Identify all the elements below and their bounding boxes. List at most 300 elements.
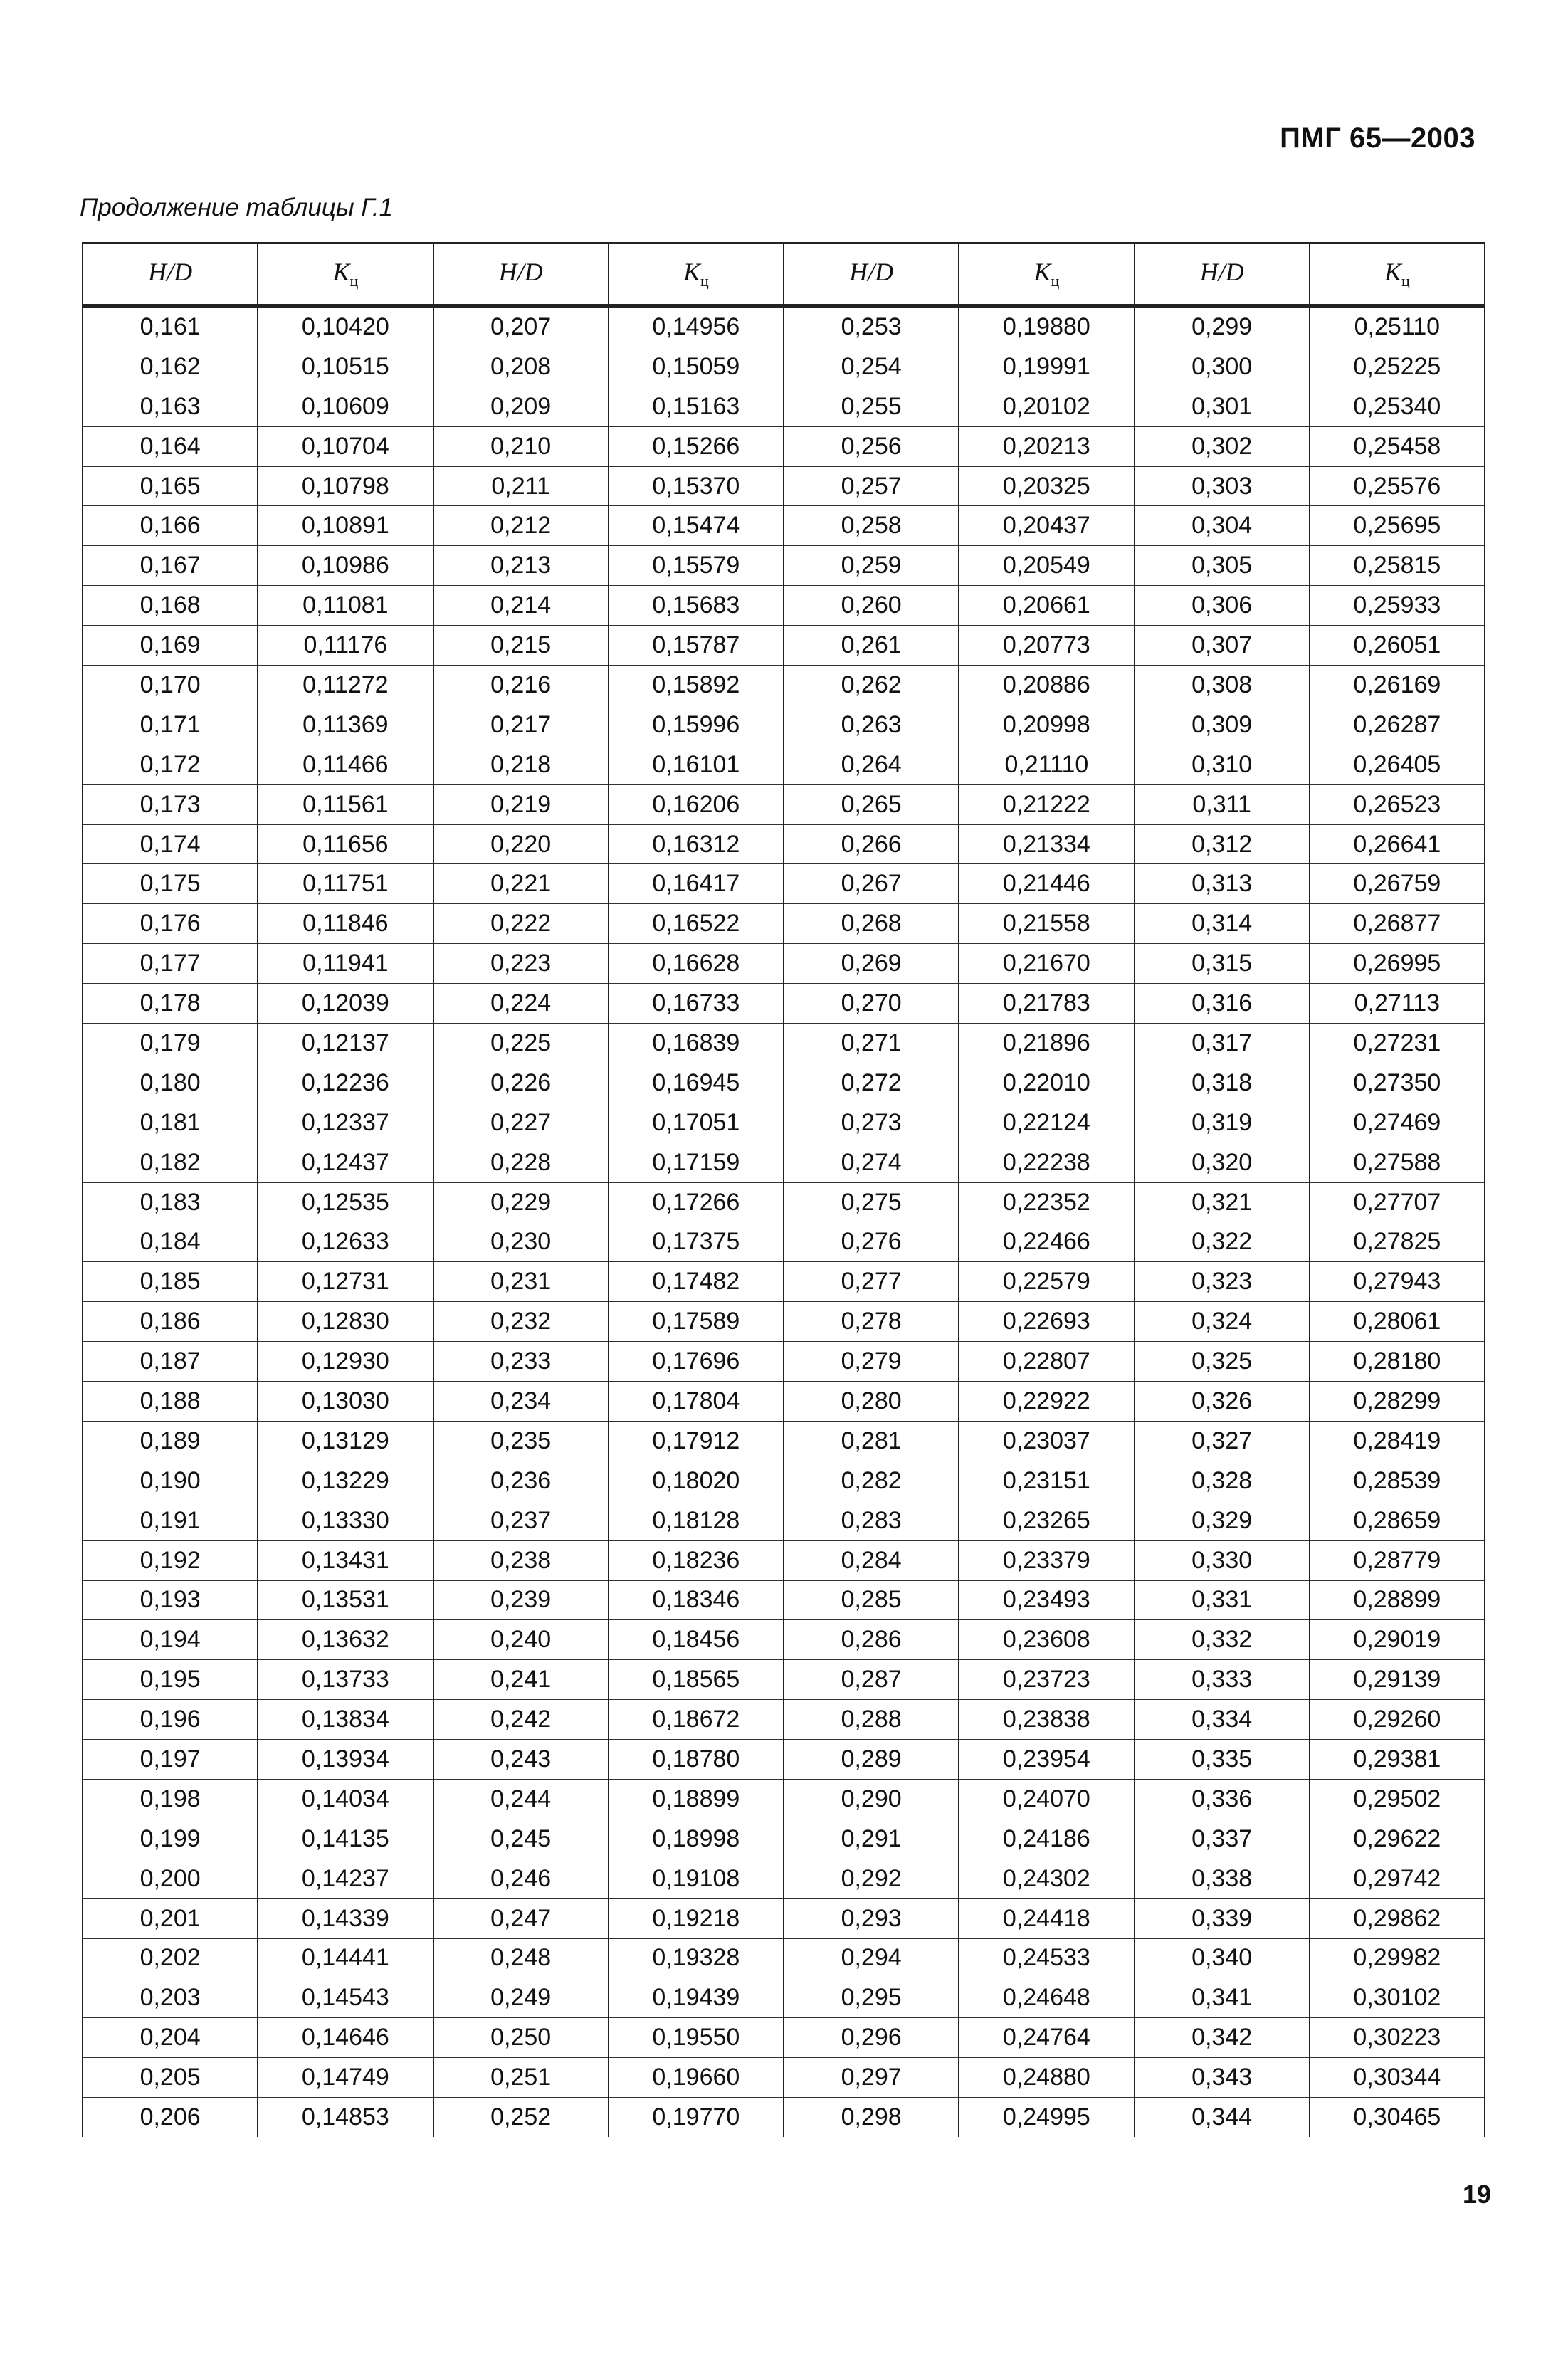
table-cell: 0,258: [784, 506, 959, 546]
table-cell: 0,328: [1135, 1461, 1310, 1501]
table-cell: 0,192: [83, 1540, 258, 1580]
table-cell: 0,22238: [959, 1143, 1134, 1182]
table-cell: 0,23151: [959, 1461, 1134, 1501]
table-cell: 0,24418: [959, 1898, 1134, 1938]
table-cell: 0,11081: [258, 586, 433, 626]
table-cell: 0,175: [83, 864, 258, 904]
table-cell: 0,10420: [258, 306, 433, 347]
table-cell: 0,17912: [609, 1421, 784, 1461]
table-cell: 0,24070: [959, 1779, 1134, 1819]
table-cell: 0,237: [433, 1501, 609, 1540]
table-cell: 0,21446: [959, 864, 1134, 904]
table-cell: 0,266: [784, 824, 959, 864]
table-cell: 0,20102: [959, 387, 1134, 426]
table-cell: 0,326: [1135, 1382, 1310, 1422]
table-cell: 0,12633: [258, 1222, 433, 1262]
table-cell: 0,23265: [959, 1501, 1134, 1540]
table-cell: 0,11751: [258, 864, 433, 904]
table-cell: 0,229: [433, 1182, 609, 1222]
table-cell: 0,235: [433, 1421, 609, 1461]
table-cell: 0,23608: [959, 1620, 1134, 1660]
table-cell: 0,178: [83, 984, 258, 1024]
table-cell: 0,276: [784, 1222, 959, 1262]
table-cell: 0,20213: [959, 426, 1134, 466]
table-cell: 0,23723: [959, 1660, 1134, 1700]
table-cell: 0,334: [1135, 1700, 1310, 1740]
table-cell: 0,319: [1135, 1103, 1310, 1143]
table-row: [83, 1103, 1485, 1143]
column-header: H/D: [433, 243, 609, 306]
table-cell: 0,204: [83, 2018, 258, 2058]
table-cell: 0,14853: [258, 2098, 433, 2137]
table-cell: 0,15787: [609, 626, 784, 666]
table-cell: 0,16733: [609, 984, 784, 1024]
table-cell: 0,201: [83, 1898, 258, 1938]
table-cell: 0,22010: [959, 1063, 1134, 1103]
table-cell: 0,17482: [609, 1262, 784, 1302]
table-cell: 0,28419: [1310, 1421, 1485, 1461]
table-cell: 0,269: [784, 944, 959, 984]
table-row: [83, 1143, 1485, 1182]
table-cell: 0,18780: [609, 1740, 784, 1780]
table-cell: 0,14237: [258, 1859, 433, 1898]
table-cell: 0,286: [784, 1620, 959, 1660]
table-row: [83, 1859, 1485, 1898]
table-cell: 0,19328: [609, 1938, 784, 1978]
table-cell: 0,241: [433, 1660, 609, 1700]
table-cell: 0,22807: [959, 1342, 1134, 1382]
table-cell: 0,18346: [609, 1580, 784, 1620]
table-row: [83, 1461, 1485, 1501]
table-cell: 0,15892: [609, 666, 784, 705]
table-row: [83, 1978, 1485, 2018]
table-row: [83, 944, 1485, 984]
table-row: [83, 306, 1485, 347]
table-cell: 0,251: [433, 2058, 609, 2098]
table-cell: 0,309: [1135, 705, 1310, 745]
table-cell: 0,23037: [959, 1421, 1134, 1461]
table-cell: 0,21783: [959, 984, 1134, 1024]
table-cell: 0,18998: [609, 1819, 784, 1859]
table-cell: 0,10609: [258, 387, 433, 426]
table-body: [83, 306, 1485, 2137]
table-cell: 0,29139: [1310, 1660, 1485, 1700]
table-cell: 0,12039: [258, 984, 433, 1024]
table-row: [83, 1700, 1485, 1740]
table-cell: 0,321: [1135, 1182, 1310, 1222]
table-cell: 0,12830: [258, 1302, 433, 1342]
table-cell: 0,242: [433, 1700, 609, 1740]
table-cell: 0,227: [433, 1103, 609, 1143]
table-cell: 0,293: [784, 1898, 959, 1938]
table-row: [83, 864, 1485, 904]
table-cell: 0,194: [83, 1620, 258, 1660]
table-cell: 0,26169: [1310, 666, 1485, 705]
table-cell: 0,186: [83, 1302, 258, 1342]
table-cell: 0,170: [83, 666, 258, 705]
table-cell: 0,22466: [959, 1222, 1134, 1262]
table-cell: 0,216: [433, 666, 609, 705]
table-cell: 0,339: [1135, 1898, 1310, 1938]
table-cell: 0,324: [1135, 1302, 1310, 1342]
table-row: [83, 1819, 1485, 1859]
table-cell: 0,25458: [1310, 426, 1485, 466]
table-cell: 0,13834: [258, 1700, 433, 1740]
table-cell: 0,16312: [609, 824, 784, 864]
table-cell: 0,231: [433, 1262, 609, 1302]
table-cell: 0,19550: [609, 2018, 784, 2058]
table-cell: 0,177: [83, 944, 258, 984]
table-cell: 0,15266: [609, 426, 784, 466]
table-cell: 0,23379: [959, 1540, 1134, 1580]
table-cell: 0,332: [1135, 1620, 1310, 1660]
table-cell: 0,14646: [258, 2018, 433, 2058]
table-cell: 0,329: [1135, 1501, 1310, 1540]
table-cell: 0,218: [433, 745, 609, 784]
table-cell: 0,20886: [959, 666, 1134, 705]
column-header: H/D: [784, 243, 959, 306]
table-cell: 0,344: [1135, 2098, 1310, 2137]
table-cell: 0,233: [433, 1342, 609, 1382]
table-cell: 0,26759: [1310, 864, 1485, 904]
table-row: [83, 1024, 1485, 1063]
table-cell: 0,268: [784, 904, 959, 944]
table-row: [83, 466, 1485, 506]
table-cell: 0,167: [83, 546, 258, 586]
table-cell: 0,183: [83, 1182, 258, 1222]
table-row: [83, 2098, 1485, 2137]
table-cell: 0,12731: [258, 1262, 433, 1302]
table-row: [83, 745, 1485, 784]
table-cell: 0,25110: [1310, 306, 1485, 347]
table-cell: 0,162: [83, 347, 258, 387]
table-cell: 0,290: [784, 1779, 959, 1819]
table-cell: 0,292: [784, 1859, 959, 1898]
table-row: [83, 1182, 1485, 1222]
table-cell: 0,20437: [959, 506, 1134, 546]
table-row: [83, 666, 1485, 705]
table-cell: 0,212: [433, 506, 609, 546]
table-cell: 0,275: [784, 1182, 959, 1222]
table-cell: 0,27350: [1310, 1063, 1485, 1103]
table-cell: 0,188: [83, 1382, 258, 1422]
table-row: [83, 705, 1485, 745]
table-cell: 0,15163: [609, 387, 784, 426]
table-cell: 0,273: [784, 1103, 959, 1143]
table-cell: 0,17051: [609, 1103, 784, 1143]
table-cell: 0,173: [83, 784, 258, 824]
table-cell: 0,256: [784, 426, 959, 466]
table-cell: 0,169: [83, 626, 258, 666]
table-row: [83, 1660, 1485, 1700]
table-cell: 0,20325: [959, 466, 1134, 506]
table-cell: 0,165: [83, 466, 258, 506]
table-cell: 0,168: [83, 586, 258, 626]
table-cell: 0,27469: [1310, 1103, 1485, 1143]
table-cell: 0,253: [784, 306, 959, 347]
table-cell: 0,205: [83, 2058, 258, 2098]
table-cell: 0,239: [433, 1580, 609, 1620]
table-cell: 0,228: [433, 1143, 609, 1182]
table-cell: 0,281: [784, 1421, 959, 1461]
table-cell: 0,29622: [1310, 1819, 1485, 1859]
table-cell: 0,27825: [1310, 1222, 1485, 1262]
table-cell: 0,19108: [609, 1859, 784, 1898]
table-cell: 0,11176: [258, 626, 433, 666]
table-cell: 0,28539: [1310, 1461, 1485, 1501]
table-cell: 0,172: [83, 745, 258, 784]
table-cell: 0,26995: [1310, 944, 1485, 984]
column-header: H/D: [83, 243, 258, 306]
table-cell: 0,10986: [258, 546, 433, 586]
table-cell: 0,28659: [1310, 1501, 1485, 1540]
table-cell: 0,161: [83, 306, 258, 347]
table-cell: 0,26287: [1310, 705, 1485, 745]
table-cell: 0,295: [784, 1978, 959, 2018]
table-cell: 0,11656: [258, 824, 433, 864]
table-cell: 0,249: [433, 1978, 609, 2018]
table-cell: 0,29502: [1310, 1779, 1485, 1819]
table-row: [83, 1540, 1485, 1580]
table-cell: 0,254: [784, 347, 959, 387]
table-cell: 0,213: [433, 546, 609, 586]
table-cell: 0,248: [433, 1938, 609, 1978]
table-row: [83, 1501, 1485, 1540]
table-row: [83, 1063, 1485, 1103]
table-cell: 0,217: [433, 705, 609, 745]
table-cell: 0,22579: [959, 1262, 1134, 1302]
table-cell: 0,259: [784, 546, 959, 586]
table-row: [83, 426, 1485, 466]
table-cell: 0,223: [433, 944, 609, 984]
table-cell: 0,318: [1135, 1063, 1310, 1103]
table-cell: 0,18672: [609, 1700, 784, 1740]
table-cell: 0,13632: [258, 1620, 433, 1660]
table-cell: 0,10798: [258, 466, 433, 506]
table-cell: 0,13431: [258, 1540, 433, 1580]
table-cell: 0,18899: [609, 1779, 784, 1819]
table-cell: 0,337: [1135, 1819, 1310, 1859]
table-cell: 0,12137: [258, 1024, 433, 1063]
document-code: ПМГ 65—2003: [1280, 122, 1475, 154]
table-cell: 0,27943: [1310, 1262, 1485, 1302]
table-cell: 0,197: [83, 1740, 258, 1780]
table-cell: 0,310: [1135, 745, 1310, 784]
table-cell: 0,12236: [258, 1063, 433, 1103]
table-cell: 0,202: [83, 1938, 258, 1978]
table-cell: 0,24302: [959, 1859, 1134, 1898]
table-cell: 0,343: [1135, 2058, 1310, 2098]
table-cell: 0,26877: [1310, 904, 1485, 944]
column-header: $K_ц$: [609, 243, 784, 306]
table-cell: 0,16522: [609, 904, 784, 944]
table-cell: 0,336: [1135, 1779, 1310, 1819]
table-cell: 0,296: [784, 2018, 959, 2058]
table-cell: 0,322: [1135, 1222, 1310, 1262]
table-cell: 0,207: [433, 306, 609, 347]
table-cell: 0,198: [83, 1779, 258, 1819]
table-cell: 0,18456: [609, 1620, 784, 1660]
table-cell: 0,27588: [1310, 1143, 1485, 1182]
table-cell: 0,308: [1135, 666, 1310, 705]
table-cell: 0,193: [83, 1580, 258, 1620]
table-cell: 0,24648: [959, 1978, 1134, 2018]
table-cell: 0,29381: [1310, 1740, 1485, 1780]
table-cell: 0,226: [433, 1063, 609, 1103]
table-cell: 0,325: [1135, 1342, 1310, 1382]
table-cell: 0,16417: [609, 864, 784, 904]
table-cell: 0,323: [1135, 1262, 1310, 1302]
table-cell: 0,24995: [959, 2098, 1134, 2137]
table-cell: 0,28180: [1310, 1342, 1485, 1382]
table-cell: 0,199: [83, 1819, 258, 1859]
table-cell: 0,23954: [959, 1740, 1134, 1780]
table-row: [83, 1342, 1485, 1382]
table-cell: 0,236: [433, 1461, 609, 1501]
table-cell: 0,304: [1135, 506, 1310, 546]
table-cell: 0,18565: [609, 1660, 784, 1700]
table-cell: 0,230: [433, 1222, 609, 1262]
table-cell: 0,25576: [1310, 466, 1485, 506]
table-cell: 0,306: [1135, 586, 1310, 626]
table-cell: 0,26051: [1310, 626, 1485, 666]
table-row: [83, 2058, 1485, 2098]
table-cell: 0,238: [433, 1540, 609, 1580]
table-cell: 0,282: [784, 1461, 959, 1501]
data-table: [82, 242, 1485, 2137]
table-cell: 0,30102: [1310, 1978, 1485, 2018]
table-row: [83, 347, 1485, 387]
table-cell: 0,15474: [609, 506, 784, 546]
table-cell: 0,279: [784, 1342, 959, 1382]
table-cell: 0,240: [433, 1620, 609, 1660]
table-cell: 0,22352: [959, 1182, 1134, 1222]
table-row: [83, 1620, 1485, 1660]
table-cell: 0,301: [1135, 387, 1310, 426]
table-cell: 0,317: [1135, 1024, 1310, 1063]
table-cell: 0,16839: [609, 1024, 784, 1063]
column-header: H/D: [1135, 243, 1310, 306]
table-cell: 0,14034: [258, 1779, 433, 1819]
table-cell: 0,22693: [959, 1302, 1134, 1342]
table-row: [83, 1740, 1485, 1780]
table-cell: 0,24533: [959, 1938, 1134, 1978]
table-cell: 0,263: [784, 705, 959, 745]
table-cell: 0,221: [433, 864, 609, 904]
table-row: [83, 626, 1485, 666]
table-cell: 0,234: [433, 1382, 609, 1422]
table-cell: 0,200: [83, 1859, 258, 1898]
table-cell: 0,16206: [609, 784, 784, 824]
table-row: [83, 824, 1485, 864]
table-cell: 0,215: [433, 626, 609, 666]
table-cell: 0,17159: [609, 1143, 784, 1182]
table-cell: 0,13531: [258, 1580, 433, 1620]
table-cell: 0,19218: [609, 1898, 784, 1938]
table-cell: 0,13330: [258, 1501, 433, 1540]
table-cell: 0,20773: [959, 626, 1134, 666]
table-cell: 0,255: [784, 387, 959, 426]
table-cell: 0,18236: [609, 1540, 784, 1580]
table-cell: 0,224: [433, 984, 609, 1024]
table-cell: 0,214: [433, 586, 609, 626]
table-cell: 0,180: [83, 1063, 258, 1103]
table-cell: 0,11561: [258, 784, 433, 824]
table-cell: 0,196: [83, 1700, 258, 1740]
table-row: [83, 1580, 1485, 1620]
table-cell: 0,21896: [959, 1024, 1134, 1063]
table-cell: 0,271: [784, 1024, 959, 1063]
table-cell: 0,300: [1135, 347, 1310, 387]
table-cell: 0,164: [83, 426, 258, 466]
table-cell: 0,283: [784, 1501, 959, 1540]
table-cell: 0,18128: [609, 1501, 784, 1540]
table-cell: 0,12337: [258, 1103, 433, 1143]
table-cell: 0,13229: [258, 1461, 433, 1501]
table-cell: 0,20661: [959, 586, 1134, 626]
table-cell: 0,24186: [959, 1819, 1134, 1859]
table-cell: 0,25815: [1310, 546, 1485, 586]
page-number: 19: [1462, 2180, 1491, 2209]
table-cell: 0,203: [83, 1978, 258, 2018]
table-cell: 0,21110: [959, 745, 1134, 784]
table-cell: 0,267: [784, 864, 959, 904]
table-cell: 0,11941: [258, 944, 433, 984]
table-cell: 0,19770: [609, 2098, 784, 2137]
table-cell: 0,21334: [959, 824, 1134, 864]
table-cell: 0,13934: [258, 1740, 433, 1780]
table-cell: 0,22922: [959, 1382, 1134, 1422]
table-cell: 0,28779: [1310, 1540, 1485, 1580]
table-cell: 0,171: [83, 705, 258, 745]
table-cell: 0,294: [784, 1938, 959, 1978]
table-row: [83, 1421, 1485, 1461]
table-cell: 0,288: [784, 1700, 959, 1740]
column-header: $K_ц$: [1310, 243, 1485, 306]
table-cell: 0,24880: [959, 2058, 1134, 2098]
table-cell: 0,210: [433, 426, 609, 466]
table-row: [83, 1779, 1485, 1819]
table-cell: 0,11466: [258, 745, 433, 784]
table-cell: 0,264: [784, 745, 959, 784]
table-cell: 0,181: [83, 1103, 258, 1143]
table-cell: 0,10515: [258, 347, 433, 387]
table-cell: 0,15579: [609, 546, 784, 586]
table-cell: 0,274: [784, 1143, 959, 1182]
header-row: [83, 243, 1485, 306]
table-cell: 0,29019: [1310, 1620, 1485, 1660]
table-cell: 0,277: [784, 1262, 959, 1302]
table-cell: 0,182: [83, 1143, 258, 1182]
table-cell: 0,208: [433, 347, 609, 387]
table-cell: 0,265: [784, 784, 959, 824]
table-row: [83, 904, 1485, 944]
table-cell: 0,330: [1135, 1540, 1310, 1580]
table-cell: 0,331: [1135, 1580, 1310, 1620]
table-cell: 0,299: [1135, 306, 1310, 347]
table-cell: 0,27707: [1310, 1182, 1485, 1222]
table-cell: 0,17696: [609, 1342, 784, 1382]
table-cell: 0,18020: [609, 1461, 784, 1501]
table-cell: 0,314: [1135, 904, 1310, 944]
table-cell: 0,211: [433, 466, 609, 506]
column-header: $K_ц$: [959, 243, 1134, 306]
table-cell: 0,24764: [959, 2018, 1134, 2058]
table-cell: 0,206: [83, 2098, 258, 2137]
table-cell: 0,250: [433, 2018, 609, 2058]
table-cell: 0,30223: [1310, 2018, 1485, 2058]
table-cell: 0,21558: [959, 904, 1134, 944]
